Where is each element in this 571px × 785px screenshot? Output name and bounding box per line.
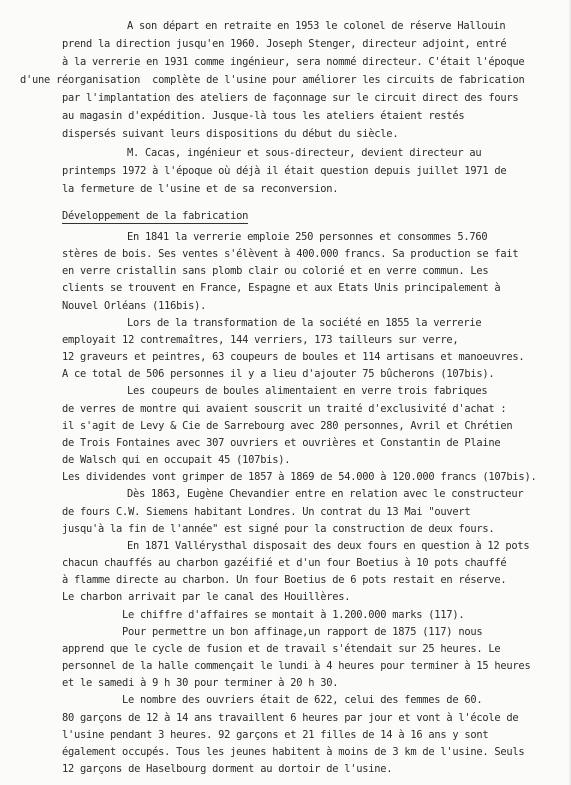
text-line: jusqu'à la fin de l'année" est signé pour la construction de deux fours. — [62, 523, 495, 535]
text-line: A son départ en retraite en 1953 le colonel de réserve Hallouin — [127, 20, 506, 32]
text-line: prend la direction jusqu'en 1960. Joseph Stenger, directeur adjoint, entré — [62, 38, 507, 50]
text-line: de verres de montre qui avaient souscrit un traité d'exclusivité d'achat : — [62, 403, 507, 415]
text-line: de fours C.W. Siemens habitant Londres. Un contrat du 13 Mai "ouvert — [62, 506, 471, 518]
text-line: 12 graveurs et peintres, 63 coupeurs de boules et 114 artisans et manoeuvres. — [62, 351, 525, 363]
text-line: En 1841 la verrerie emploie 250 personnes et consommes 5.760 — [127, 231, 488, 243]
text-line: apprend que le cycle de fusion et de travail s'étendait sur 25 heures. Le — [62, 643, 501, 655]
text-line: Les coupeurs de boules alimentaient en verre trois fabriques — [127, 385, 488, 397]
text-line: d'une réorganisation complète de l'usine pour améliorer les circuits de fabrication — [20, 74, 525, 86]
text-line: printemps 1972 à l'époque où déjà il était question depuis juillet 1971 de — [62, 165, 507, 177]
text-line: et le samedi à 9 h 30 pour terminer à 20 h 30. — [62, 677, 339, 689]
text-line: 12 garçons de Haselbourg dorment au dortoir de l'usine. — [62, 763, 393, 775]
text-line: Lors de la transformation de la société en 1855 la verrerie — [127, 317, 482, 329]
text-line: il s'agit de Levy & Cie de Sarrebourg avec 280 personnes, Avril et Chrétien — [62, 420, 513, 432]
text-line: au magasin d'expédition. Jusque-là tous les ateliers étaient restés — [62, 110, 465, 122]
text-line: chacun chauffés au charbon gazéifié et d'un four Boetius à 10 pots chauffé — [62, 557, 507, 569]
text-line: dispersés suivant leurs dispositions du début du siècle. — [62, 128, 399, 140]
text-line: 80 garçons de 12 à 14 ans travaillent 6 heures par jour et vont à l'école de — [62, 712, 519, 724]
text-line: employait 12 contremaîtres, 144 verriers, 173 tailleurs sur verre, — [62, 334, 459, 346]
text-line: Nouvel Orléans (116bis). — [62, 300, 207, 312]
text-line: Le chiffre d'affaires se montait à 1.200.000 marks (117). — [122, 609, 465, 621]
text-line: également occupés. Tous les jeunes habitent à moins de 3 km de l'usine. Seuls — [62, 746, 525, 758]
text-line: la fermeture de l'usine et de sa reconversion. — [62, 183, 339, 195]
text-line: par l'implantation des ateliers de façonnage sur le circuit direct des fours — [62, 92, 519, 104]
text-line: Le charbon arrivait par le canal des Houillères. — [62, 591, 351, 603]
text-line: de Walsch qui en occupait 45 (107bis). — [62, 454, 291, 466]
text-line: l'usine pendant 3 heures. 92 garçons et 21 filles de 14 à 16 ans y sont — [62, 729, 489, 741]
text-line: A ce total de 506 personnes il y a lieu d'ajouter 75 bûcherons (107bis). — [62, 368, 495, 380]
text-line: Les dividendes vont grimper de 1857 à 1869 de 54.000 à 120.000 francs (107bis). — [62, 471, 537, 483]
text-line: personnel de la halle commençait le lundi à 4 heures pour terminer à 15 heures — [62, 660, 531, 672]
text-line: clients se trouvent en France, Espagne et aux Etats Unis principalement à — [62, 282, 501, 294]
text-line: de Trois Fontaines avec 307 ouvriers et ouvrières et Constantin de Plaine — [62, 437, 501, 449]
text-line: En 1871 Vallérysthal disposait des deux fours en question à 12 pots — [127, 540, 530, 552]
text-line: Le nombre des ouvriers était de 622, celui des femmes de 60. — [122, 694, 483, 706]
text-line: M. Cacas, ingénieur et sous-directeur, devient directeur au — [127, 147, 482, 159]
text-line: en verre cristallin sans plomb clair ou colorié et en verre commun. Les — [62, 265, 489, 277]
text-line: Dès 1863, Eugène Chevandier entre en relation avec le constructeur — [127, 488, 524, 500]
section-heading: Développement de la fabrication — [62, 210, 249, 222]
text-line: à la verrerie en 1931 comme ingénieur, sera nommé directeur. C'était l'époque — [62, 56, 525, 68]
text-line: stères de bois. Ses ventes s'élèvent à 400.000 francs. Sa production se fait — [62, 248, 519, 260]
text-line: Pour permettre un bon affinage,un rapport de 1875 (117) nous — [122, 626, 483, 638]
text-line: à flamme directe au charbon. Un four Boetius de 6 pots restait en réserve. — [62, 574, 507, 586]
